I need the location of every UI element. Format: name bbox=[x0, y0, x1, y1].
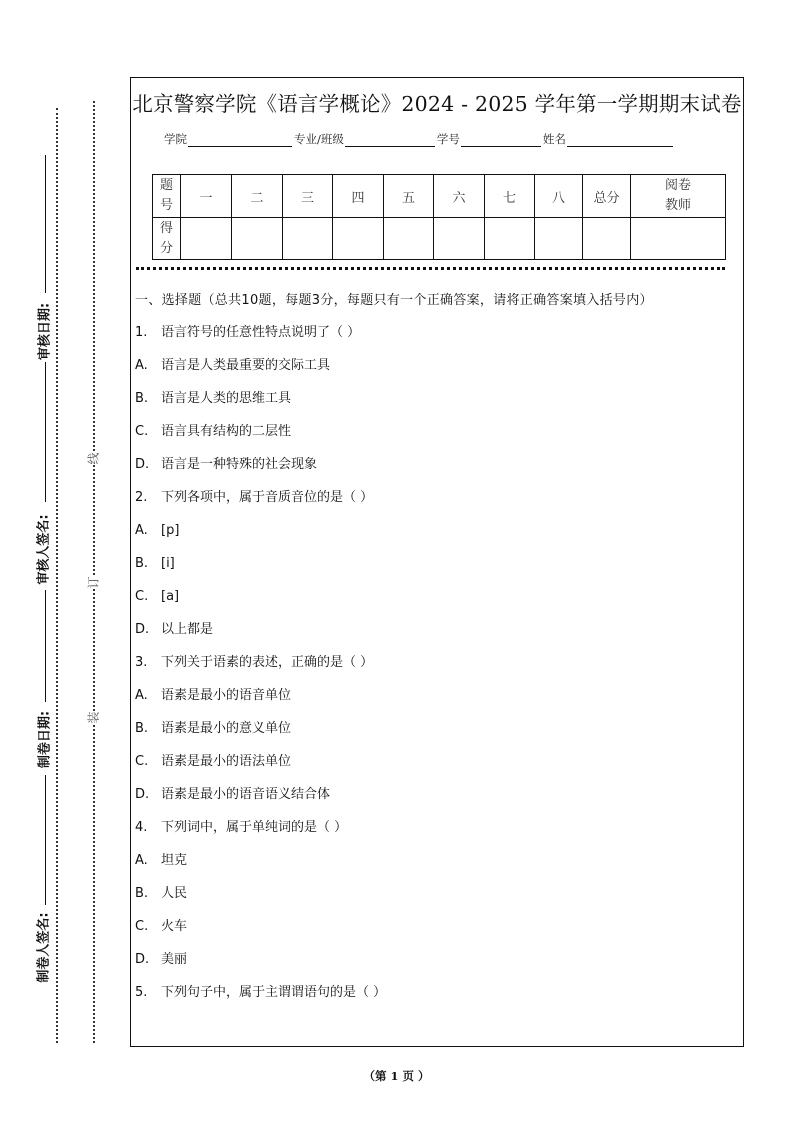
score-table-score-row bbox=[153, 218, 726, 260]
question-text: 下列句子中，属于主谓谓语句的是（ ） bbox=[161, 985, 387, 1000]
score-cell-total[interactable] bbox=[583, 218, 631, 260]
option-key: C. bbox=[135, 919, 149, 934]
row-header-score bbox=[153, 218, 181, 260]
option-text: 以上都是 bbox=[161, 622, 214, 637]
question-text: 下列词中，属于单纯词的是（ ） bbox=[161, 820, 348, 835]
option bbox=[135, 520, 733, 553]
review-date-label: 审核日期: bbox=[37, 302, 53, 361]
score-cell-7[interactable] bbox=[485, 218, 535, 260]
question-stem bbox=[135, 322, 733, 355]
option bbox=[135, 949, 733, 982]
option bbox=[135, 784, 733, 817]
name-label: 姓名 bbox=[542, 132, 566, 146]
col-header-4: 四 bbox=[333, 175, 384, 218]
option-text: 语言是人类最重要的交际工具 bbox=[161, 358, 331, 373]
option bbox=[135, 454, 733, 487]
option-text: 语素是最小的语法单位 bbox=[161, 754, 292, 769]
dotted-separator bbox=[136, 267, 725, 270]
col-header-1: 一 bbox=[181, 175, 232, 218]
question-number: 3. bbox=[135, 655, 148, 670]
score-table bbox=[152, 174, 726, 260]
col-header-7: 七 bbox=[485, 175, 535, 218]
exam-frame bbox=[130, 77, 744, 1047]
name-field[interactable] bbox=[567, 132, 673, 147]
question-stem bbox=[135, 487, 733, 520]
option-key: B. bbox=[135, 556, 149, 571]
option-text: 人民 bbox=[161, 886, 188, 901]
section-heading: 一、选择题（总共10题，每题3分，每题只有一个正确答案，请将正确答案填入括号内） bbox=[135, 293, 653, 308]
option-key: B. bbox=[135, 886, 149, 901]
option-text: 语言是人类的思维工具 bbox=[161, 391, 292, 406]
question-text: 下列各项中，属于音质音位的是（ ） bbox=[161, 490, 374, 505]
option-key: C. bbox=[135, 424, 149, 439]
paper-date-line bbox=[45, 775, 46, 905]
option-text: 语言是一种特殊的社会现象 bbox=[161, 457, 318, 472]
student-id-label: 学号 bbox=[436, 132, 460, 146]
major-class-label: 专业/班级 bbox=[294, 132, 344, 146]
option-text: 语素是最小的语音单位 bbox=[161, 688, 292, 703]
option-text: [a] bbox=[161, 589, 180, 604]
cut-mark-staple: 订 bbox=[83, 576, 104, 588]
question-text: 语言符号的任意性特点说明了（ ） bbox=[161, 325, 361, 340]
col-header-8: 八 bbox=[535, 175, 583, 218]
question-text: 下列关于语素的表述，正确的是（ ） bbox=[161, 655, 374, 670]
score-cell-3[interactable] bbox=[283, 218, 333, 260]
paper-date-label: 制卷日期: bbox=[37, 710, 53, 769]
question-stem bbox=[135, 817, 733, 850]
col-header-grader bbox=[631, 175, 726, 218]
option-text: 火车 bbox=[161, 919, 188, 934]
score-cell-5[interactable] bbox=[384, 218, 434, 260]
college-field[interactable] bbox=[188, 132, 292, 147]
college-label: 学院 bbox=[164, 132, 187, 146]
option bbox=[135, 850, 733, 883]
option bbox=[135, 718, 733, 751]
option-text: [i] bbox=[161, 556, 175, 571]
option-key: D. bbox=[135, 952, 150, 967]
score-cell-4[interactable] bbox=[333, 218, 384, 260]
review-date-line bbox=[45, 155, 46, 293]
option-text: 坦克 bbox=[161, 853, 188, 868]
option-key: D. bbox=[135, 622, 150, 637]
col-header-total: 总分 bbox=[583, 175, 631, 218]
option bbox=[135, 355, 733, 388]
option-key: A. bbox=[135, 688, 148, 703]
score-cell-1[interactable] bbox=[181, 218, 232, 260]
option-text: 语素是最小的语音语义结合体 bbox=[161, 787, 331, 802]
option bbox=[135, 751, 733, 784]
option-key: B. bbox=[135, 391, 149, 406]
option bbox=[135, 586, 733, 619]
binding-dotted-line-outer bbox=[56, 108, 58, 1043]
score-cell-grader[interactable] bbox=[631, 218, 726, 260]
col-header-2: 二 bbox=[232, 175, 283, 218]
score-cell-2[interactable] bbox=[232, 218, 283, 260]
option bbox=[135, 619, 733, 652]
review-date-line-lower bbox=[45, 362, 46, 502]
option-key: D. bbox=[135, 787, 150, 802]
row-header-score-text: 得 分 bbox=[159, 220, 173, 256]
score-table-header-row bbox=[153, 175, 726, 218]
option-key: B. bbox=[135, 721, 149, 736]
row-header-question-no bbox=[153, 175, 181, 218]
cut-mark-line: 线 bbox=[83, 452, 104, 464]
col-header-grader-text: 阅卷 教师 bbox=[664, 178, 691, 213]
col-header-3: 三 bbox=[283, 175, 333, 218]
reviewer-signature-label: 审核人签名: bbox=[36, 514, 52, 585]
paper-maker-signature-label: 制卷人签名: bbox=[36, 912, 52, 983]
col-header-5: 五 bbox=[384, 175, 434, 218]
option-text: 语言具有结构的二层性 bbox=[161, 424, 292, 439]
exam-title: 北京警察学院《语言学概论》2024 - 2025 学年第一学期期末试卷 bbox=[132, 92, 742, 116]
score-cell-6[interactable] bbox=[434, 218, 485, 260]
option-text: 美丽 bbox=[161, 952, 188, 967]
option-key: C. bbox=[135, 754, 149, 769]
option bbox=[135, 685, 733, 718]
option-key: A. bbox=[135, 523, 148, 538]
student-id-field[interactable] bbox=[461, 132, 541, 147]
option bbox=[135, 553, 733, 586]
option-key: C. bbox=[135, 589, 149, 604]
option-text: [p] bbox=[161, 523, 180, 538]
question-stem bbox=[135, 652, 733, 685]
question-number: 4. bbox=[135, 820, 148, 835]
col-header-6: 六 bbox=[434, 175, 485, 218]
page-number: （第 1 页 ） bbox=[363, 1069, 430, 1083]
question-number: 5. bbox=[135, 985, 148, 1000]
option-key: D. bbox=[135, 457, 150, 472]
option-key: A. bbox=[135, 853, 148, 868]
major-class-field[interactable] bbox=[345, 132, 435, 147]
binding-dotted-line-inner bbox=[93, 101, 95, 1043]
question-stem bbox=[135, 982, 733, 1015]
reviewer-signature-line bbox=[45, 590, 46, 702]
option bbox=[135, 916, 733, 949]
student-info-row bbox=[164, 131, 673, 147]
option bbox=[135, 388, 733, 421]
question-number: 2. bbox=[135, 490, 148, 505]
option-key: A. bbox=[135, 358, 148, 373]
row-header-question-no-text: 题 号 bbox=[159, 178, 173, 213]
question-number: 1. bbox=[135, 325, 148, 340]
option bbox=[135, 421, 733, 454]
cut-mark-bind: 装 bbox=[83, 711, 104, 723]
option-text: 语素是最小的意义单位 bbox=[161, 721, 292, 736]
option bbox=[135, 883, 733, 916]
section-multiple-choice bbox=[135, 290, 733, 1015]
score-cell-8[interactable] bbox=[535, 218, 583, 260]
